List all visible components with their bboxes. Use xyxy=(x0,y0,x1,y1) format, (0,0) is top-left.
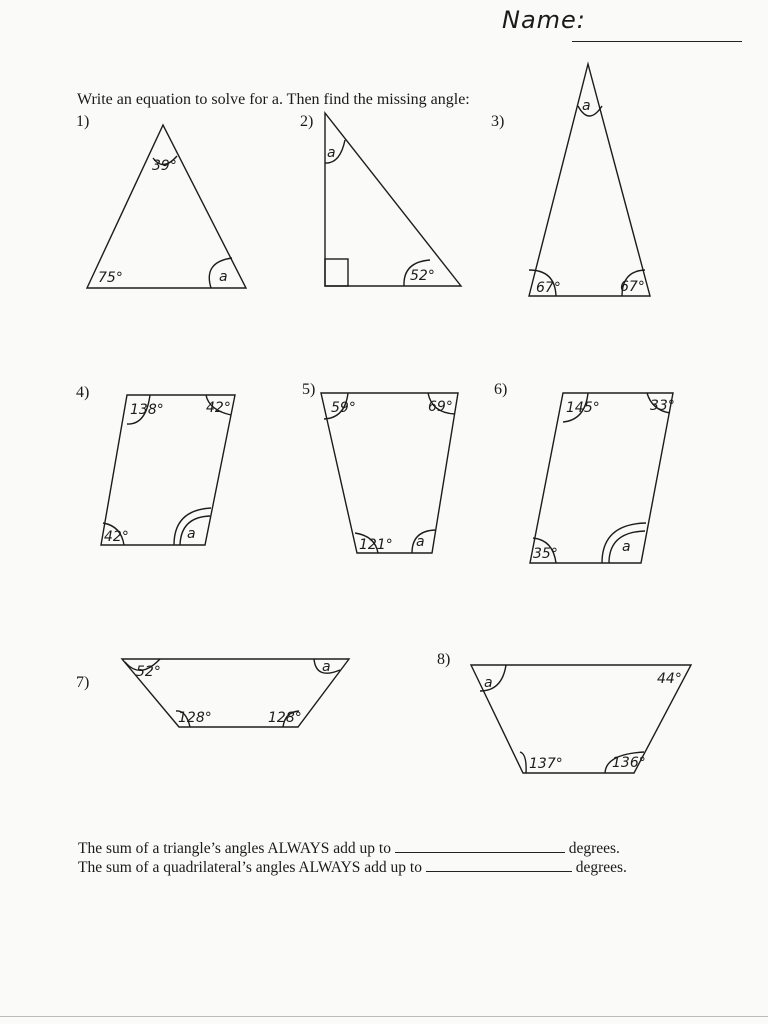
page-bottom-edge xyxy=(0,1016,768,1017)
quad-sum-blank[interactable] xyxy=(426,859,572,872)
problem-number-5: 5) xyxy=(302,381,316,398)
problem-number-2: 2) xyxy=(300,113,314,130)
problem-number-8: 8) xyxy=(437,651,451,668)
angle-label: a xyxy=(484,675,493,691)
triangle-sum-line xyxy=(78,840,620,858)
angle-label: 33° xyxy=(650,398,675,414)
parallelogram-shape xyxy=(101,395,235,545)
triangle-shape xyxy=(325,113,461,286)
angle-label: a xyxy=(187,526,196,542)
figure-3-isosceles-triangle xyxy=(529,64,650,296)
angle-label: 128° xyxy=(268,710,302,726)
angle-label: 67° xyxy=(620,279,645,295)
figure-8-trapezoid xyxy=(471,665,691,773)
angle-label: 42° xyxy=(206,400,231,416)
figure-5-trapezoid xyxy=(321,393,458,553)
name-label: Name: xyxy=(502,6,586,34)
angle-label: 44° xyxy=(657,671,682,687)
problem-number-3: 3) xyxy=(491,113,505,130)
instructions: Write an equation to solve for a. Then find the missing angle: xyxy=(77,91,470,108)
parallelogram-shape xyxy=(530,393,673,563)
angle-label: a xyxy=(416,534,425,550)
trapezoid-shape xyxy=(321,393,458,553)
angle-label: 128° xyxy=(178,710,212,726)
angle-label: a xyxy=(582,98,591,114)
problem-number-7: 7) xyxy=(76,674,90,691)
angle-label: 39° xyxy=(152,158,177,174)
triangle-shape xyxy=(87,125,246,288)
angle-label: 138° xyxy=(130,402,164,418)
figure-1-triangle xyxy=(87,125,246,288)
triangle-sum-blank[interactable] xyxy=(395,840,565,853)
angle-label: 75° xyxy=(98,270,123,286)
angle-label: 69° xyxy=(428,399,453,415)
right-angle-mark xyxy=(325,259,348,286)
angle-label: 59° xyxy=(331,400,356,416)
angle-label: a xyxy=(219,269,228,285)
angle-label: 52° xyxy=(410,268,435,284)
problem-number-4: 4) xyxy=(76,384,90,401)
figure-2-right-triangle xyxy=(325,113,461,286)
angle-label: 137° xyxy=(529,756,563,772)
angle-label: a xyxy=(322,659,331,675)
quad-sum-text: The sum of a quadrilateral’s angles ALWAYS add up to xyxy=(78,859,422,876)
angle-label: a xyxy=(622,539,631,555)
problem-number-1: 1) xyxy=(76,113,90,130)
problem-number-6: 6) xyxy=(494,381,508,398)
angle-label: 136° xyxy=(612,755,646,771)
angle-label: 145° xyxy=(566,400,600,416)
angle-label: a xyxy=(327,145,336,161)
triangle-sum-unit: degrees. xyxy=(568,840,620,857)
figure-6-parallelogram xyxy=(530,393,675,563)
angle-label: 42° xyxy=(104,529,129,545)
figure-7-trapezoid xyxy=(122,659,349,727)
angle-label: 121° xyxy=(359,537,393,553)
figure-4-parallelogram xyxy=(101,395,235,545)
quad-sum-unit: degrees. xyxy=(575,859,627,876)
triangle-sum-text: The sum of a triangle’s angles ALWAYS add up to xyxy=(78,840,391,857)
quad-sum-line xyxy=(78,859,627,877)
angle-label: 35° xyxy=(533,546,558,562)
angle-label: 67° xyxy=(536,280,561,296)
angle-label: 52° xyxy=(136,664,161,680)
